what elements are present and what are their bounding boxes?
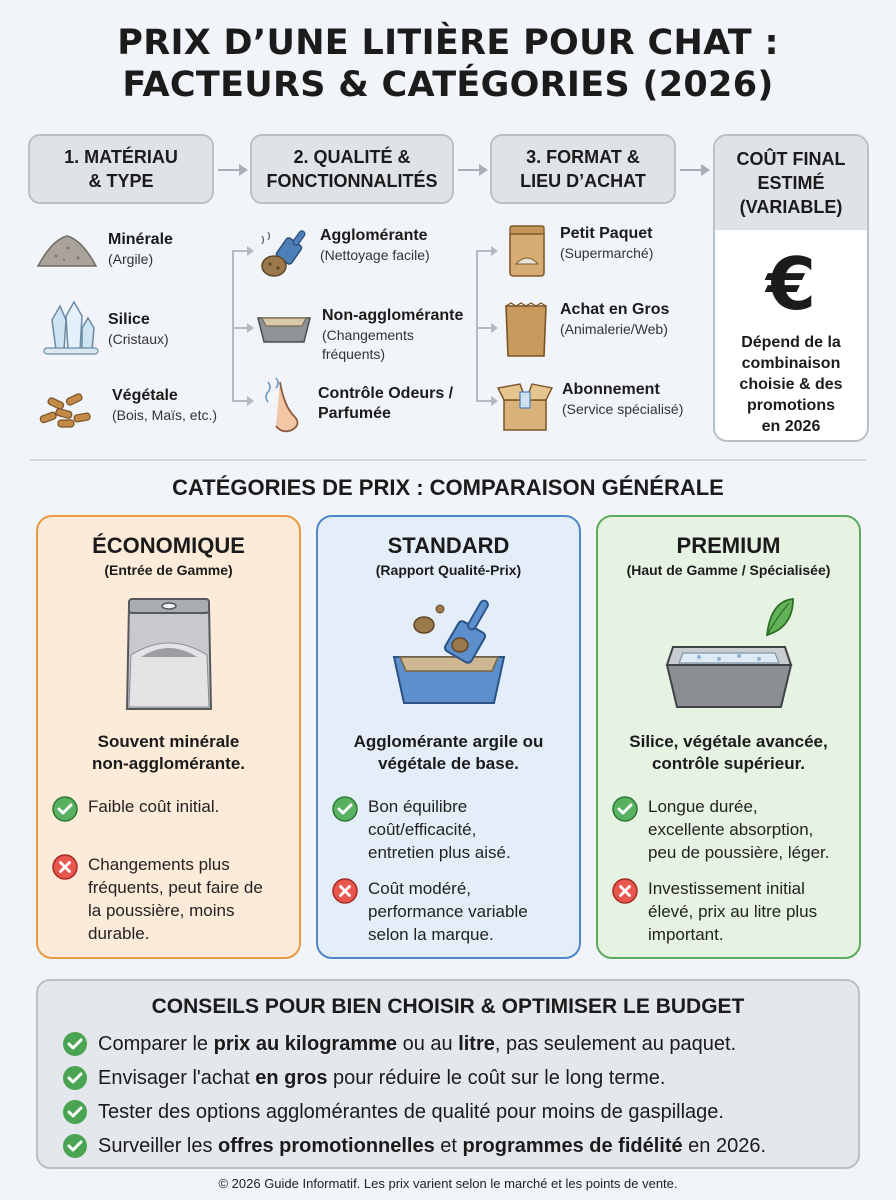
tips-box <box>36 979 860 1169</box>
format-name: Achat en Gros <box>560 301 670 318</box>
card-subtitle: (Rapport Qualité-Prix) <box>375 562 522 578</box>
tip-text: Surveiller les <box>98 1135 219 1157</box>
tip-text: Tester des options agglomérantes de qualité pour moins de gaspillage. <box>98 1101 724 1123</box>
material-vegetal <box>36 386 217 430</box>
tip-text: Comparer le <box>98 1033 214 1055</box>
material-name: Minérale <box>108 231 173 248</box>
card-pro <box>332 795 577 864</box>
format-sub: (Animalerie/Web) <box>560 321 668 337</box>
format-sub: (Service spécialisé) <box>562 401 684 417</box>
arrow-step3-final <box>680 169 708 171</box>
small-bag-icon <box>502 224 552 280</box>
check-icon <box>62 1031 88 1057</box>
euro-icon: € <box>765 242 817 326</box>
feature-sub: (Changements fréquents) <box>322 327 414 362</box>
cross-icon <box>332 878 358 904</box>
connector-formats <box>476 250 478 400</box>
check-icon <box>52 796 78 822</box>
tip-emphasis: programmes de fidélité <box>462 1135 683 1157</box>
material-name: Végétale <box>112 387 178 404</box>
footer-note: © 2026 Guide Informatif. Les prix varient selon le marché et les points de vente. <box>218 1176 678 1191</box>
check-icon <box>612 796 638 822</box>
tip-text: , pas seulement au paquet. <box>494 1033 737 1055</box>
material-name: Silice <box>108 311 150 328</box>
tip-text: ou au <box>397 1033 459 1055</box>
con-text: Coût modéré, performance variable selon la marque. <box>368 879 528 944</box>
card-pro <box>612 795 857 864</box>
tip-item <box>62 1031 736 1057</box>
format-bulk <box>500 300 669 360</box>
tip-item <box>62 1065 665 1091</box>
card-subtitle: (Haut de Gamme / Spécialisée) <box>626 562 831 578</box>
card-description: Souvent minérale non-agglomérante. <box>91 732 245 773</box>
tip-item <box>62 1133 766 1159</box>
final-cost-title: COÛT FINAL ESTIMÉ (VARIABLE) <box>715 136 867 230</box>
connector-arrow <box>232 400 252 402</box>
crystal-icon <box>40 300 100 356</box>
tip-emphasis: litre <box>458 1033 495 1055</box>
arrow-step1-step2 <box>218 169 246 171</box>
feature-name: Agglomérante <box>320 227 428 244</box>
feature-odor-control <box>258 376 453 438</box>
check-icon <box>62 1065 88 1091</box>
final-cost-text: Dépend de la combinaison choisie & des promotions en 2026 <box>739 334 843 435</box>
clay-pile-icon <box>34 230 100 270</box>
arrow-step2-step3 <box>458 169 486 171</box>
card-subtitle: (Entrée de Gamme) <box>104 562 233 578</box>
step-material-type: 1. MATÉRIAU & TYPE <box>28 134 214 204</box>
premium-tray-leaf-icon <box>659 595 799 715</box>
nose-icon <box>258 376 310 438</box>
tip-item <box>62 1099 724 1125</box>
card-title: PREMIUM <box>676 533 781 558</box>
card-premium <box>596 515 861 959</box>
scoop-tray-icon <box>384 595 514 715</box>
tip-emphasis: offres promotionnelles <box>218 1135 435 1157</box>
cross-icon <box>52 854 78 880</box>
feature-non-clumping <box>254 306 463 364</box>
format-name: Abonnement <box>562 381 660 398</box>
connector-features <box>232 250 234 400</box>
section-divider <box>30 459 866 461</box>
big-sack-icon <box>500 300 552 360</box>
material-mineral <box>34 230 173 270</box>
con-text: Investissement initial élevé, prix au litre plus important. <box>648 879 818 944</box>
tip-text: Envisager l'achat <box>98 1067 256 1089</box>
page-title: PRIX D’UNE LITIÈRE POUR CHAT : FACTEURS & CATÉGORIES (2026) <box>117 23 779 105</box>
tip-emphasis: en gros <box>255 1067 328 1089</box>
tip-text: en 2026. <box>682 1135 767 1157</box>
feature-sub: (Nettoyage facile) <box>320 247 430 263</box>
format-subscription <box>496 380 683 434</box>
con-text: Changements plus fréquents, peut faire de la poussière, moins durable. <box>88 855 263 943</box>
tip-text: pour réduire le coût sur le long terme. <box>327 1067 666 1089</box>
material-sub: (Argile) <box>108 251 154 267</box>
format-small-pack <box>502 224 653 280</box>
connector-arrow <box>232 250 252 252</box>
litter-tray-icon <box>254 306 314 350</box>
connector-arrow <box>476 400 496 402</box>
format-sub: (Supermarché) <box>560 245 654 261</box>
pro-text: Longue durée, excellente absorption, peu de poussière, léger. <box>648 797 830 862</box>
material-sub: (Cristaux) <box>108 331 169 347</box>
feature-name: Non-agglomérante <box>322 307 464 324</box>
card-con <box>52 853 297 945</box>
check-icon <box>332 796 358 822</box>
card-description: Agglomérante argile ou végétale de base. <box>353 732 544 773</box>
categories-title: CATÉGORIES DE PRIX : COMPARAISON GÉNÉRALE <box>172 475 724 500</box>
material-silica <box>40 300 169 356</box>
material-sub: (Bois, Maïs, etc.) <box>112 407 218 423</box>
feature-clumping <box>256 226 430 282</box>
card-title: ÉCONOMIQUE <box>92 533 245 558</box>
card-title: STANDARD <box>387 533 510 558</box>
pro-text: Faible coût initial. <box>88 797 220 816</box>
wood-pellets-icon <box>36 386 98 430</box>
cross-icon <box>612 878 638 904</box>
card-economic <box>36 515 301 959</box>
step-format-purchase: 3. FORMAT & LIEU D’ACHAT <box>490 134 676 204</box>
connector-arrow <box>476 327 496 329</box>
delivery-box-icon <box>496 380 554 434</box>
scoop-clump-icon <box>256 226 312 282</box>
connector-arrow <box>476 250 496 252</box>
card-standard <box>316 515 581 959</box>
card-pro <box>52 795 297 822</box>
check-icon <box>62 1099 88 1125</box>
grey-bag-icon <box>119 595 219 715</box>
card-con <box>612 877 857 946</box>
step-quality-features: 2. QUALITÉ & FONCTIONNALITÉS <box>250 134 454 204</box>
tip-emphasis: prix au kilogramme <box>213 1033 398 1055</box>
feature-name: Contrôle Odeurs / Parfumée <box>318 385 454 422</box>
tip-text: et <box>434 1135 463 1157</box>
final-cost-box <box>713 134 869 442</box>
card-con <box>332 877 577 946</box>
check-icon <box>62 1133 88 1159</box>
tips-title: CONSEILS POUR BIEN CHOISIR & OPTIMISER LE BUDGET <box>151 995 745 1018</box>
connector-arrow <box>232 327 252 329</box>
pro-text: Bon équilibre coût/efficacité, entretien plus aisé. <box>368 797 511 862</box>
format-name: Petit Paquet <box>560 225 653 242</box>
card-description: Silice, végétale avancée, contrôle supérieur. <box>629 732 828 773</box>
